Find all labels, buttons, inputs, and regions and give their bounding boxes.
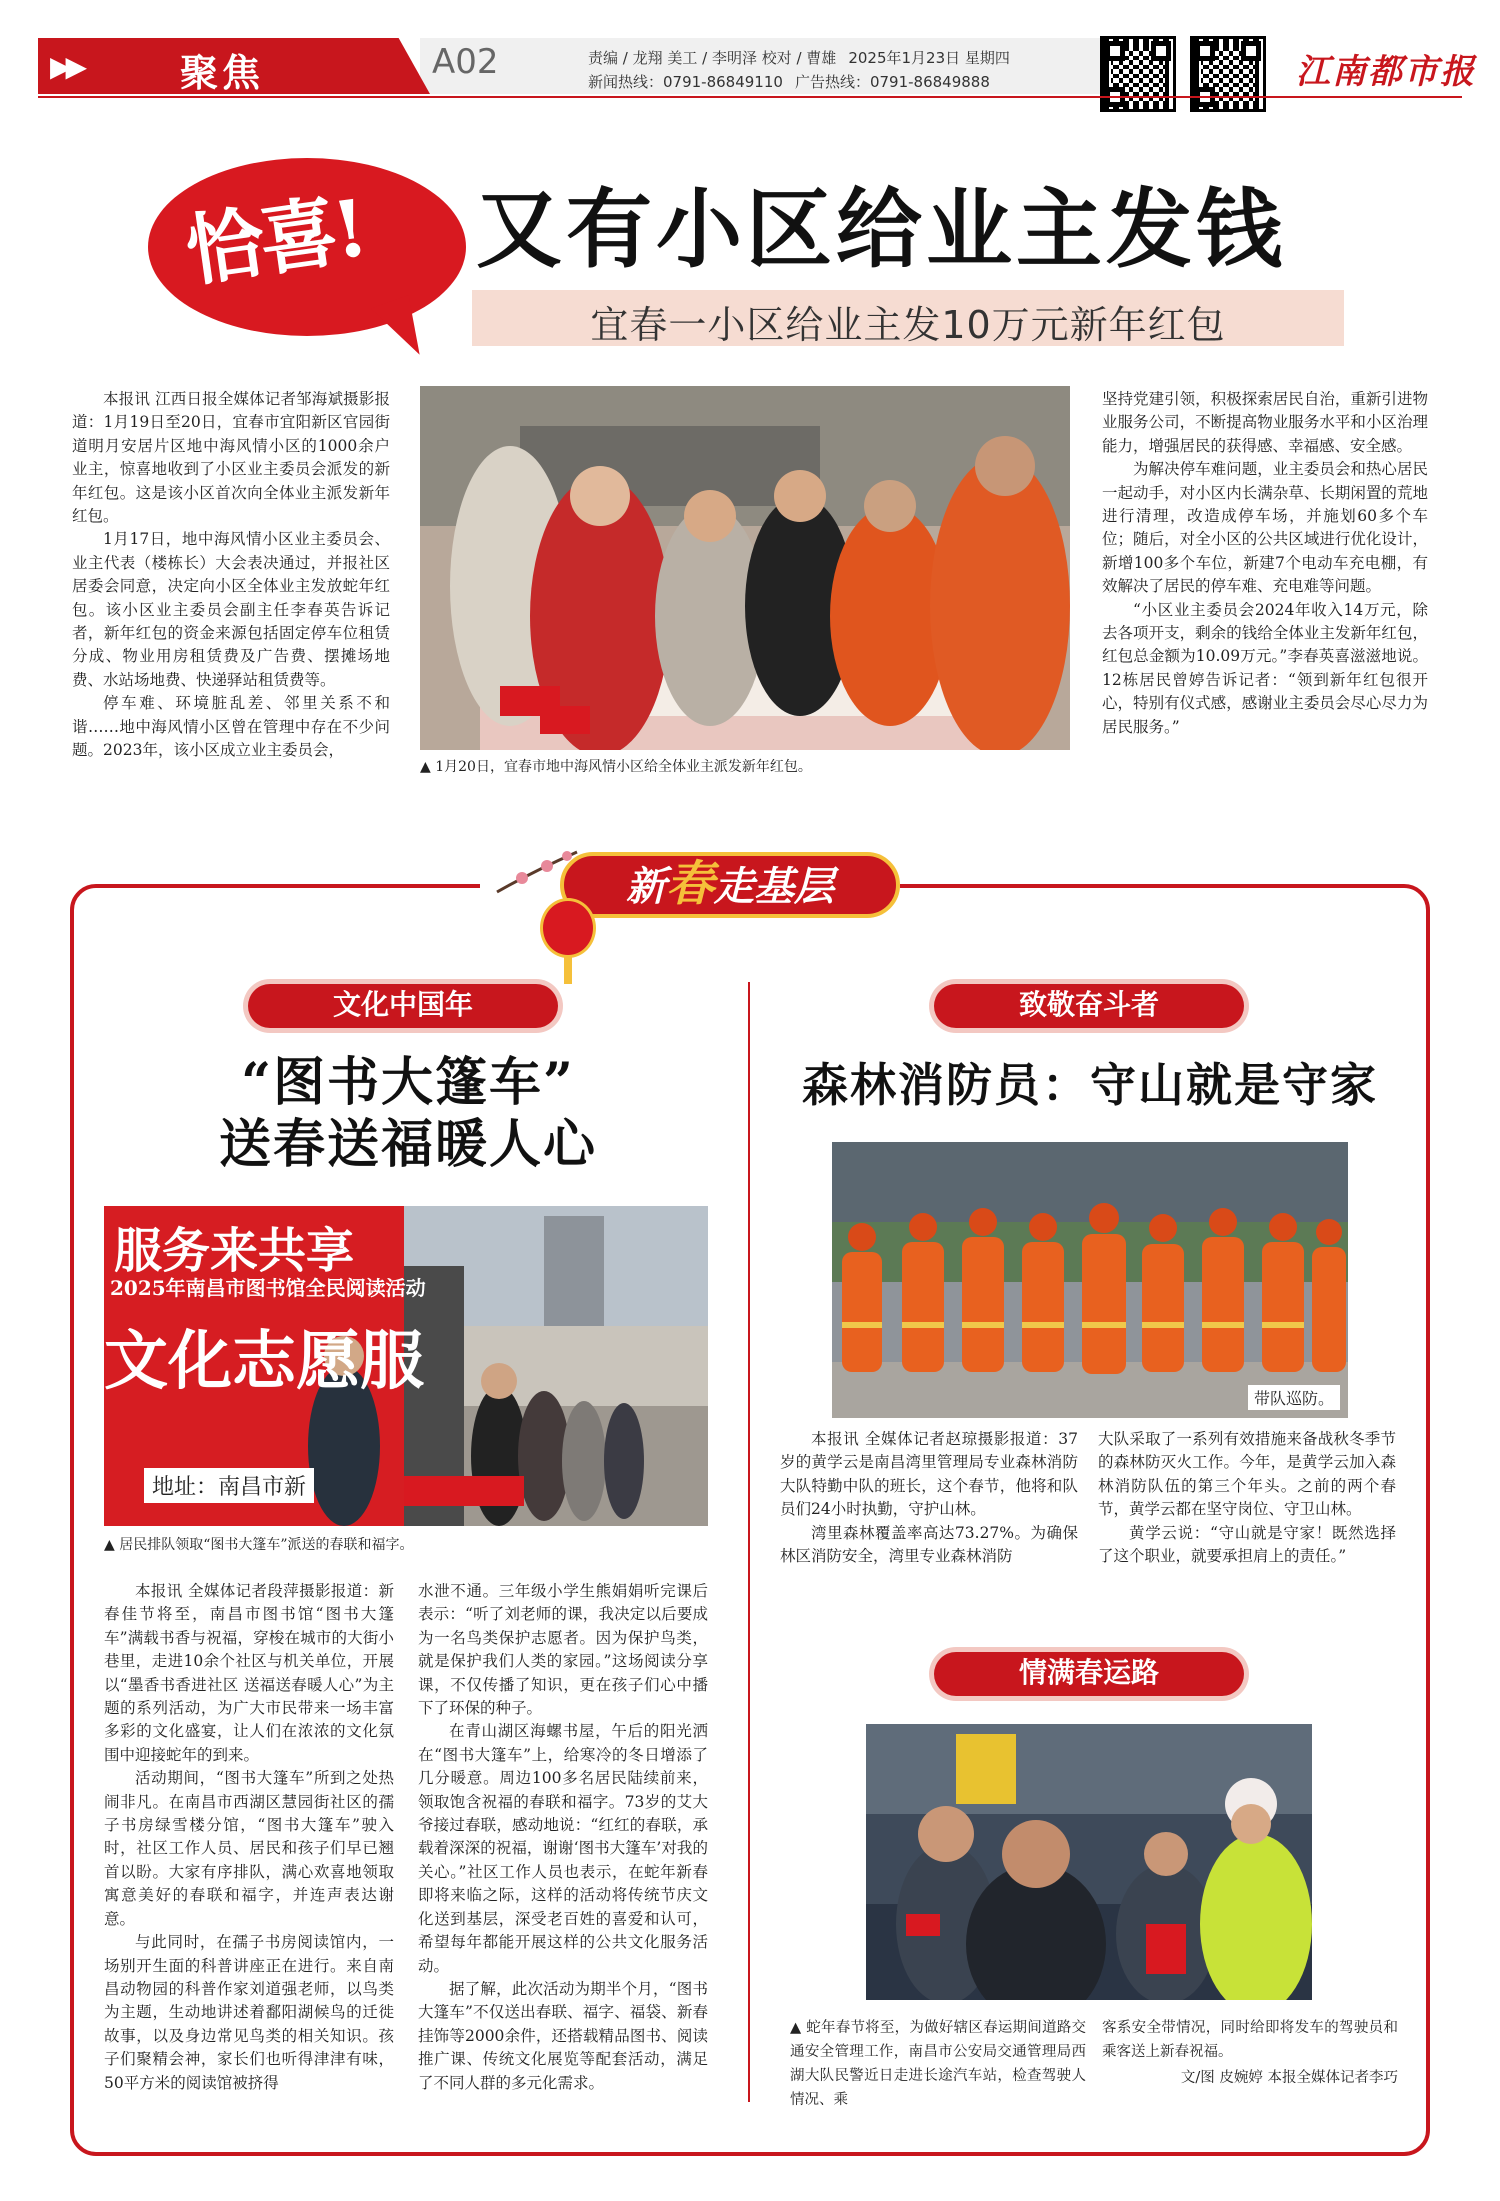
- traffic-caption-col-1: ▲ 蛇年春节将至，为做好辖区春运期间道路交通安全管理工作，南昌市公安局交通管理局西湖大队民警近日走进长途汽车站，检查驾驶人情况、乘: [790, 2020, 1086, 2108]
- photo-label: 带队巡防。: [1248, 1385, 1340, 1410]
- newspaper-logo: 江南都市报: [1296, 52, 1476, 92]
- lantern-icon: [540, 898, 596, 958]
- book-caravan-caption: ▲ 居民排队领取“图书大篷车”派送的春联和福字。: [104, 1537, 414, 1553]
- firefighter-photo[interactable]: [832, 1142, 1348, 1418]
- header-rule: [38, 96, 1462, 98]
- tag-spring-travel: 情满春运路: [934, 1652, 1244, 1696]
- lead-col-3: 坚持党建引领，积极探索居民自治，重新引进物业服务公司，不断提高物业服务水平和小区治理能力，增强居民的获得感、幸福感、安全感。 为解决停车难问题，业主委员会和热心居民一起动手，对小区内长满杂草、长期闲置的荒地进行清理，改造成停车场，并施划60多个车位；随后，对全小区的公共区域进行优化设计，新增100多个车位，新建7个电动车充电棚，有效解决了居民的停车难、充电难等问题。 “小区业主委员会2024年收入14万元，除去各项开支，剩余的钱给全体业主发新年红包，红包总金额为10.09万元。”李春英喜滋滋地说。12栋居民曾婷告诉记者：“领到新年红包很开心，特别有仪式感，感谢业主委员会尽心尽力为居民服务。”: [1102, 390, 1428, 736]
- tag-culture: 文化中国年: [248, 984, 558, 1028]
- culture-headline[interactable]: “图书大篷车” 送春送福暖人心: [218, 1052, 597, 1175]
- firefighter-col-1: 本报讯 全媒体记者赵琼摄影报道：37岁的黄学云是南昌湾里管理局专业森林消防大队特勤中队的班长，这个春节，他将和队员们24小时执勤，守护山林。 湾里森林覆盖率高达73.27%。为确保林区消防安全，湾里专业森林消防: [780, 1430, 1078, 1566]
- tag-strivers: 致敬奋斗者: [934, 984, 1244, 1028]
- lead-photo-caption: ▲ 1月20日，宜春市地中海风情小区给全体业主派发新年红包。: [420, 759, 812, 775]
- lead-col-1: 本报讯 江西日报全媒体记者邹海斌摄影报道：1月19日至20日，宜春市宜阳新区官园街道明月安居片区地中海风情小区的1000余户业主，惊喜地收到了小区业主委员会派发的新年红包。这是该小区首次向全体业主派发新年红包。 1月17日，地中海风情小区业主委员会、业主代表（楼栋长）大会表决通过，并报社区居委会同意，决定向小区全体业主发放蛇年红包。该小区业主委员会副主任李春英告诉记者，新年红包的资金来源包括固定停车位租赁分成、物业用房租赁费及广告费、摆摊场地费、水站场地费、快递驿站租赁费等。 停车难、环境脏乱差、邻里关系不和谐……地中海风情小区曾在管理中存在不少问题。2023年，该小区成立业主委员会，: [72, 390, 390, 760]
- banner-text-1: 服务来共享: [114, 1223, 355, 1279]
- qr-code-icon[interactable]: [1190, 36, 1266, 112]
- lead-headline[interactable]: 又有小区给业主发钱: [476, 179, 1286, 280]
- news-hotline: 新闻热线：0791-86849110: [588, 73, 783, 91]
- lead-subhead: 宜春一小区给业主发10万元新年红包: [590, 303, 1226, 347]
- traffic-credit: 文/图 皮婉婷 本报全媒体记者李巧: [1180, 2070, 1398, 2086]
- culture-col-1: 本报讯 全媒体记者段萍摄影报道：新春佳节将至，南昌市图书馆“图书大篷车”满载书香与祝福，穿梭在城市的大街小巷里，走进10余个社区与机关单位，开展以“墨香书香进社区 送福送春暖人心”为主题的系列活动，为广大市民带来一场丰富多彩的文化盛宴，让人们在浓浓的文化氛围中迎接蛇年的到来。 活动期间，“图书大篷车”所到之处热闹非凡。在南昌市西湖区慧园街社区的孺子书房绿雪楼分馆，“图书大篷车”驶入时，社区工作人员、居民和孩子们早已翘首以盼。大家有序排队，满心欢喜地领取寓意美好的春联和福字，并连声表达谢意。 与此同时，在孺子书房阅读馆内，一场别开生面的科普讲座正在进行。来自南昌动物园的科普作家刘道强老师，以鸟类为主题，生动地讲述着鄱阳湖候鸟的迁徙故事，以及身边常见鸟类的相关知识。孩子们聚精会神，家长们也听得津津有味，50平方米的阅读馆被挤得: [104, 1582, 394, 2092]
- issue-date: 2025年1月23日 星期四: [848, 49, 1010, 67]
- banner-text-2: 2025年南昌市图书馆全民阅读活动: [110, 1276, 426, 1300]
- column-divider: [748, 982, 750, 2102]
- plum-branch-icon: [492, 842, 582, 902]
- credits: 责编 / 龙翔 美工 / 李明泽 校对 / 曹雄: [588, 49, 837, 67]
- traffic-police-photo[interactable]: [866, 1724, 1312, 2000]
- qr-code-icon[interactable]: [1100, 36, 1176, 112]
- page-number: A02: [432, 42, 499, 82]
- lantern-tassel: [564, 956, 572, 984]
- special-title: 新春走基层: [560, 852, 900, 918]
- ad-hotline: 广告热线：0791-86849888: [794, 73, 990, 91]
- header-info: [588, 46, 1022, 94]
- banner-text-4: 地址：南昌市新: [144, 1468, 314, 1503]
- traffic-caption-col-2: 客系安全带情况，同时给即将发车的驾驶员和乘客送上新春祝福。 文/图 皮婉婷 本报全媒体记者李巧: [1102, 2016, 1398, 2090]
- firefighter-col-2: 大队采取了一系列有效措施来备战秋冬季节的森林防灭火工作。今年，是黄学云加入森林消防队伍的第三个年头。之前的两个春节，黄学云都在坚守岗位、守卫山林。 黄学云说：“守山就是守家！既然选择了这个职业，就要承担肩上的责任。”: [1098, 1430, 1396, 1566]
- firefighter-headline[interactable]: 森林消防员：守山就是守家: [802, 1058, 1378, 1112]
- section-title: 聚焦: [180, 50, 265, 95]
- banner-text-3: 文化志愿服: [104, 1324, 424, 1399]
- book-caravan-photo[interactable]: [104, 1206, 708, 1526]
- arrows-icon: ▶▶: [50, 50, 82, 83]
- culture-col-2: 水泄不通。三年级小学生熊娟娟听完课后表示：“听了刘老师的课，我决定以后要成为一名鸟类保护志愿者。因为保护鸟类，就是保护我们人类的家园。”这场阅读分享课，不仅传播了知识，更在孩子们心中播下了环保的种子。 在青山湖区海螺书屋，午后的阳光洒在“图书大篷车”上，给寒冷的冬日增添了几分暖意。周边100多名居民陆续前来，领取饱含祝福的春联和福字。73岁的艾大爷接过春联，感动地说：“红红的春联，承载着深深的祝福，谢谢‘图书大篷车’对我的关心。”社区工作人员也表示，在蛇年新春即将来临之际，这样的活动将传统节庆文化送到基层，深受老百姓的喜爱和认可，希望每年都能开展这样的公共文化服务活动。 据了解，此次活动为期半个月，“图书大篷车”不仅送出春联、福字、福袋、新春挂饰等2000余件，还搭载精品图书、阅读推广课、传统文化展览等配套活动，满足了不同人群的多元化需求。: [418, 1582, 708, 2092]
- bubble-text: 恰喜!: [180, 182, 370, 298]
- lead-photo[interactable]: [420, 386, 1070, 750]
